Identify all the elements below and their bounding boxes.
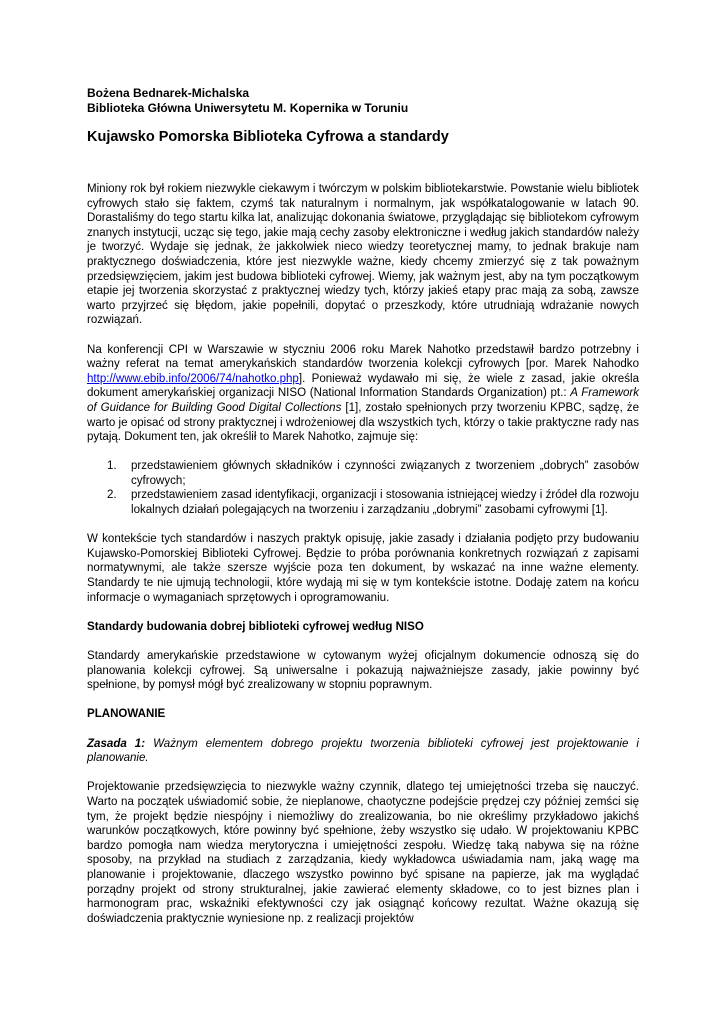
intro-paragraph-2-text-a: Na konferencji CPI w Warszawie w styczniu 2006 roku Marek Nahotko przedstawił bardzo potrzebny i ważny referat na temat amerykańskich standardów tworzenia kolekcji cyfrowych [por. Marek Nahodko (87, 343, 639, 371)
context-paragraph: W kontekście tych standardów i naszych praktyk opisuję, jakie zasady i działania podjęto przy budowaniu Kujawsko-Pomorskiej Biblioteki Cyfrowej. Będzie to próba porównania konkretnych rozwiązań z zapisami normatywnymi, ale także szersze wyjście poza ten dokument, by wskazać na inne ważne elementy. Standardy te nie ujmują technologii, które wydają mi się w tym kontekście istotne. Dodaję zatem na końcu informacje o wymaganiach sprzętowych i oprogramowaniu. (87, 533, 639, 604)
rule-1-text: Ważnym elementem dobrego projektu tworzenia biblioteki cyfrowej jest projektowanie i planowanie. (87, 737, 639, 765)
document-page (87, 86, 639, 926)
author-affiliation: Biblioteka Główna Uniwersytetu M. Kopernika w Toruniu (87, 101, 409, 115)
document-title: Kujawsko Pomorska Biblioteka Cyfrowa a standardy (87, 129, 449, 145)
rule-1 (87, 737, 639, 766)
list-item-text: przedstawieniem zasad identyfikacji, organizacji i stosowania istniejącej wiedzy i źródeł dla rozwoju lokalnych działań polegających na tworzeniu i zarządzaniu „dobrymi” zasobami cyfrowymi [1]. (131, 489, 639, 517)
list-item-number: 1. (107, 460, 117, 473)
rule-1-label: Zasada 1: (87, 737, 146, 750)
list-item (87, 488, 639, 517)
scope-list (87, 459, 639, 517)
intro-paragraph-2 (87, 343, 639, 445)
intro-paragraph-2-text-b: ]. Ponieważ wydawało mi się, że wiele z zasad, jakie określa dokument amerykańskiej organizacji NISO (National Information Standards Organization) pt.: (87, 372, 639, 400)
author-name: Bożena Bednarek-Michalska (87, 86, 250, 100)
list-item-number: 2. (107, 489, 117, 502)
niso-section-paragraph: Standardy amerykańskie przedstawione w cytowanym wyżej oficjalnym dokumencie odnoszą się do planowania kolekcji cyfrowej. Są uniwersalne i pokazują najważniejsze zasady, jakie powinny być spełnione, by pomysł mógł być zrealizowany w stopniu poprawnym. (87, 650, 639, 692)
list-item-text: przedstawieniem głównych składników i czynności związanych z tworzeniem „dobrych” zasobów cyfrowych; (131, 460, 639, 487)
list-item (87, 459, 639, 488)
nahotko-article-link[interactable]: http://www.ebib.info/2006/74/nahotko.php (87, 372, 299, 385)
intro-paragraph-2-text-c: [1], zostało spełnionych przy tworzeniu KPBC, sądzę, że warto je opisać od strony praktycznej i wdrożeniowej dla wszystkich tych, którzy o takie praktyczne rady nas pytają. Dokument ten, jak określił to Marek Nahotko, zajmuje się: (87, 401, 639, 444)
niso-document-title: A Framework of Guidance for Building Good Digital Collections (87, 387, 639, 414)
intro-paragraph-1: Miniony rok był rokiem niezwykle ciekawym i twórczym w polskim bibliotekarstwie. Powstanie wielu bibliotek cyfrowych stało się faktem, czymś tak naturalnym i normalnym, jak współkatalogowanie w latach 90. Dorastaliśmy do tego startu kilka lat, analizując dokonania światowe, przyglądając się bibliotekom cyfrowym znanych instytucji, ucząc się tego, jakie mają cechy zasoby elektroniczne i według jakich standardów należy je tworzyć. Wydaje się jednak, że jakkolwiek nieco wiedzy teoretycznej mamy, to jednak brakuje nam praktycznego doświadczenia, które jest niezwykle ważne, kiedy chcemy zmierzyć się z tak poważnym przedsięwzięciem, jakim jest budowa biblioteki cyfrowej. Wiemy, jak ważnym jest, aby na tym początkowym etapie jej tworzenia skorzystać z praktycznej wiedzy tych, którzy jakieś etapy prac mają za sobą, zawsze warto przyjrzeć się błędom, jakie popełnili, dopytać o przeszkody, które utrudniają wdrażanie nowych rozwiązań. (87, 183, 639, 327)
niso-section-heading: Standardy budowania dobrej biblioteki cyfrowej według NISO (87, 620, 424, 633)
planning-paragraph: Projektowanie przedsięwzięcia to niezwykle ważny czynnik, dlatego tej umiejętności trzeba się nauczyć. Warto na początek uświadomić sobie, że nieplanowe, chaotyczne podejście prędzej czy później zemści się tym, że projekt będzie niespójny i niemożliwy do zrealizowania, bo nie określimy przykładowo jakichś warunków początkowych, które powinny być spełnione, żeby wszystko się udało. W projektowaniu KPBC bardzo pomogła nam wiedza merytoryczna i umiejętności zespołu. Wiedzę taką nabywa się na różne sposoby, na przykład na studiach z zarządzania, kiedy wykładowca uświadamia nam, jaką wagę ma planowanie i projektowanie, dlaczego wszystko powinno być spisane na papierze, jak ma wyglądać porządny projekt od strony strukturalnej, jakie zawierać elementy składowe, co to jest biznes plan i harmonogram prac, wskaźniki efektywności czy jak osiągnąć końcowy rezultat. Ważne okazują się doświadczenia praktycznie wyniesione np. z realizacji projektów (87, 781, 639, 925)
planning-heading: PLANOWANIE (87, 708, 166, 721)
